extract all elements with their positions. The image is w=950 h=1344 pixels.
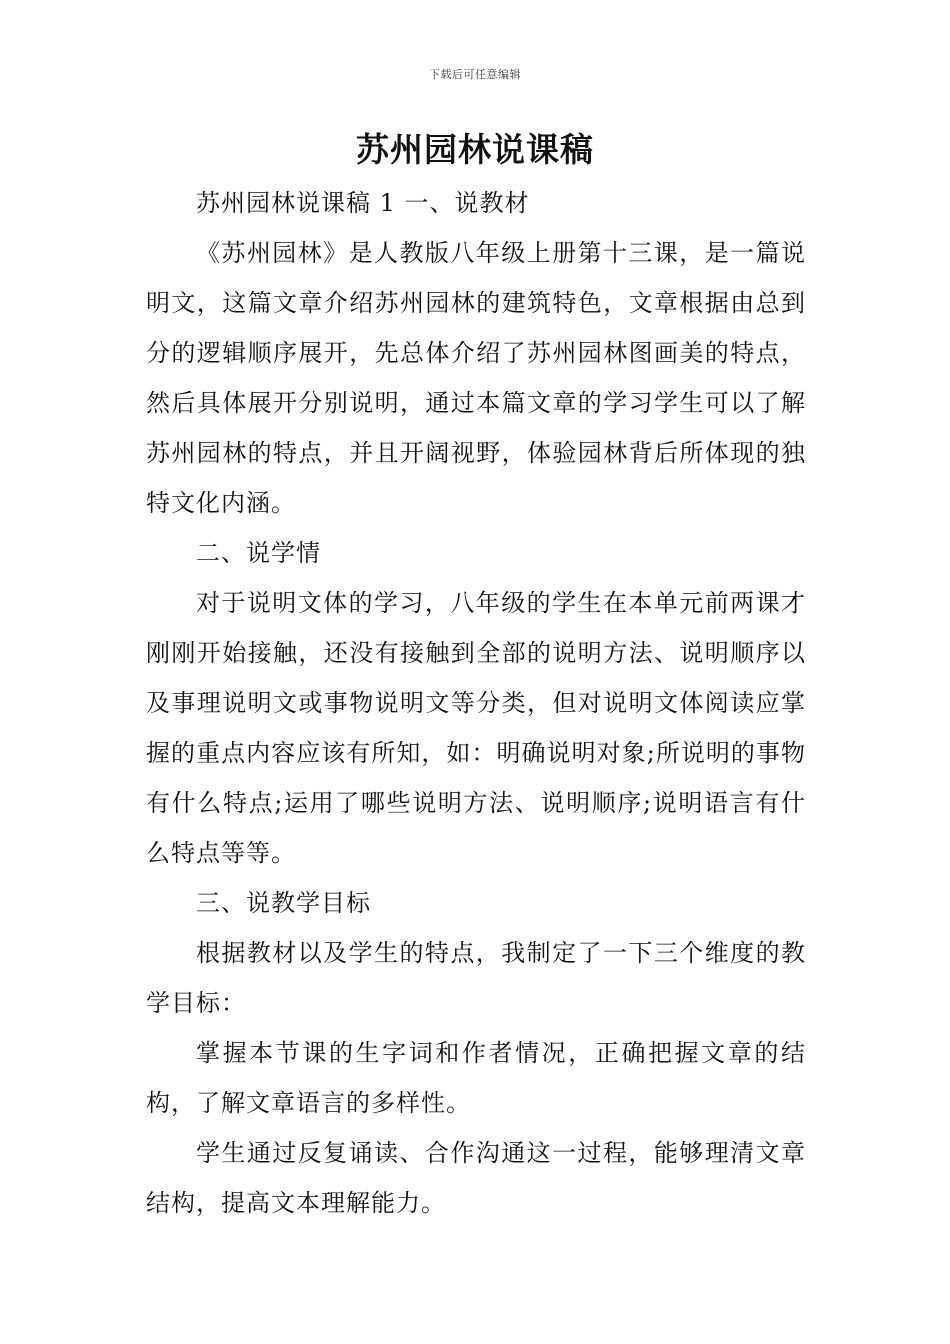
paragraph-teaching-material: 《苏州园林》是人教版八年级上册第十三课，是一篇说明文，这篇文章介绍苏州园林的建筑特色，文章根据由总到分的逻辑顺序展开，先总体介绍了苏州园林图画美的特点，然后具体展开分别说明，通过本篇文章的学习学生可以了解苏州园林的特点，并且开阔视野，体验园林背后所体现的独特文化内涵。	[146, 239, 806, 517]
paragraph-goal-process: 学生通过反复诵读、合作沟通这一过程，能够理清文章结构，提高文本理解能力。	[146, 1139, 806, 1217]
header-note: 下载后可任意编辑	[429, 68, 521, 81]
page-title: 苏州园林说课稿	[356, 130, 594, 169]
paragraph-goals-intro: 根据教材以及学生的特点，我制定了一下三个维度的教学目标：	[146, 939, 806, 1017]
paragraph-goal-knowledge: 掌握本节课的生字词和作者情况，正确把握文章的结构，了解文章语言的多样性。	[146, 1039, 806, 1117]
section-heading-teaching-goals: 三、说教学目标	[196, 889, 371, 917]
section-heading-learning-situation: 二、说学情	[196, 539, 321, 567]
paragraph-learning-situation: 对于说明文体的学习，八年级的学生在本单元前两课才刚刚开始接触，还没有接触到全部的说明方法、说明顺序以及事理说明文或事物说明文等分类，但对说明文体阅读应掌握的重点内容应该有所知，如：明确说明对象;所说明的事物有什么特点;运用了哪些说明方法、说明顺序;说明语言有什么特点等等。	[146, 589, 806, 867]
document-body	[146, 178, 806, 1228]
section-heading-teaching-material: 苏州园林说课稿 1 一、说教材	[196, 189, 530, 217]
